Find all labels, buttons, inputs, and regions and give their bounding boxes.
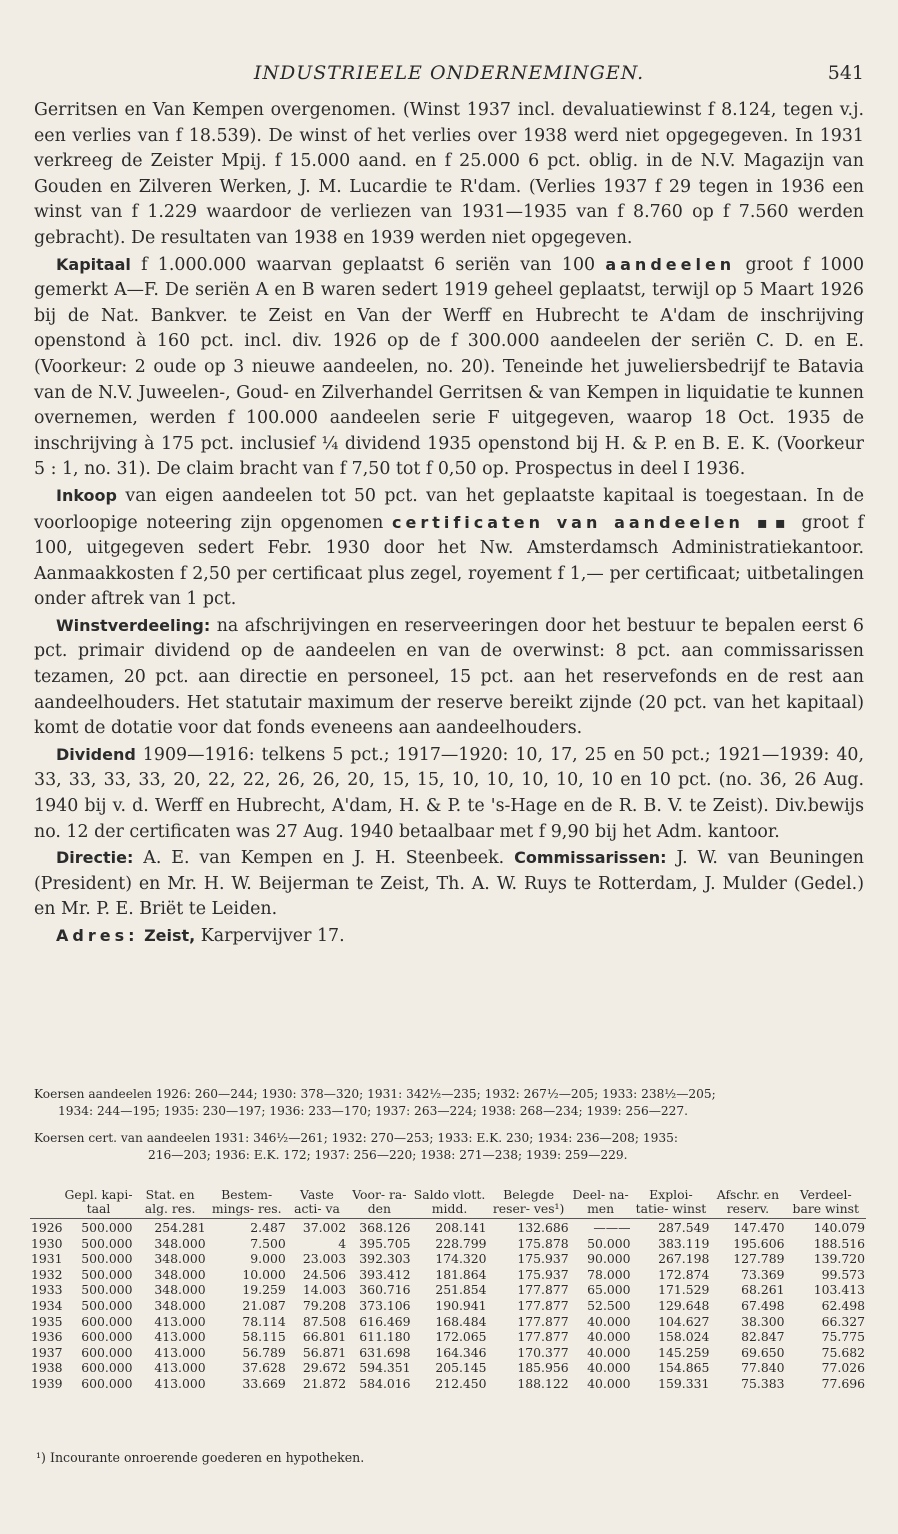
table-cell: 103.413 xyxy=(813,1282,865,1298)
winst-text: na afschrijvingen en reserveeringen door het bestuur te bepalen eerst 6 pct. primair dividend op de aandeelen en van de overwinst: 8 pct. aan commissarissen tezamen, 20 pct. aan directie en personeel, 15 pct. aan het reservefonds en de rest aan aandeelhouders. Het statutair maximum der reserve bereikt zijnde (20 pct. van het kapitaal) komt de dotatie voor dat fonds eveneens aan aandeelhouders. xyxy=(34,615,864,739)
table-cell: 348.000 xyxy=(154,1266,206,1282)
table-cell: 500.000 xyxy=(81,1297,133,1313)
table-row xyxy=(30,1360,866,1376)
table-cell: 392.303 xyxy=(359,1251,411,1267)
table-cell: 56.789 xyxy=(242,1344,286,1360)
body-text xyxy=(34,98,864,950)
table-cell: 159.331 xyxy=(658,1375,710,1391)
table-cell: 594.351 xyxy=(359,1360,411,1376)
table-cell: 584.016 xyxy=(359,1375,411,1391)
table-header-cell: Afschr. en reserv. xyxy=(716,1187,780,1216)
dividend-text: 1909—1916: telkens 5 pct.; 1917—1920: 10, 17, 25 en 50 pct.; 1921—1939: 40, 33, 33, 33, 33, 20, 22, 22, 26, 26, 20, 15, 15, 10, 10, 10, 10, 10 en 10 pct. (no. 36, 26 Aug. 1940 bij v. d. Werff en Hubrecht, A'dam, H. & P. te 's-Hage en de R. B. V. te Zeist). Div.bewijs no. 12 der certificaten was 27 Aug. 1940 betaalbaar met f 9,90 bij het Adm. kantoor. xyxy=(34,744,864,842)
table-cell: 77.840 xyxy=(741,1360,785,1376)
table-cell: 21.087 xyxy=(242,1297,286,1313)
table-body xyxy=(30,1219,866,1392)
table-cell: 251.854 xyxy=(435,1282,487,1298)
table-cell: 170.377 xyxy=(517,1344,569,1360)
table-cell: 611.180 xyxy=(359,1329,411,1345)
table-cell: 228.799 xyxy=(435,1235,487,1251)
table-cell: 29.672 xyxy=(302,1360,347,1376)
table-cell: 616.469 xyxy=(359,1313,411,1329)
table-cell: 413.000 xyxy=(154,1360,206,1376)
table-cell: 37.628 xyxy=(242,1360,286,1376)
table-header-cell: Belegde reser- ves¹) xyxy=(492,1187,565,1216)
table-cell: 66.801 xyxy=(302,1329,347,1345)
table-cell: 177.877 xyxy=(517,1297,569,1313)
inkoop-spaced: certificaten van aandeelen ▪▪ xyxy=(391,512,793,532)
table-cell: 413.000 xyxy=(154,1313,206,1329)
paragraph-kapitaal xyxy=(34,252,864,483)
adres-label: Adres: xyxy=(56,926,139,945)
table-cell: 267.198 xyxy=(658,1251,710,1267)
table-cell: 500.000 xyxy=(81,1235,133,1251)
table-row xyxy=(30,1219,866,1236)
table-cell: 373.106 xyxy=(359,1297,411,1313)
table-cell: 360.716 xyxy=(359,1282,411,1298)
kapitaal-spaced: aandeelen xyxy=(605,254,736,274)
table-cell: 90.000 xyxy=(587,1251,631,1267)
table-header-cell: Voor- ra- den xyxy=(352,1187,407,1216)
table-cell: 175.937 xyxy=(517,1251,569,1267)
table-cell: 78.000 xyxy=(587,1266,631,1282)
table-cell: 52.500 xyxy=(587,1297,631,1313)
table-cell: 68.261 xyxy=(741,1282,785,1298)
table-cell-year: 1936 xyxy=(31,1329,63,1345)
table-cell: 383.119 xyxy=(658,1235,710,1251)
table-cell-year: 1931 xyxy=(31,1251,63,1267)
table-cell: 177.877 xyxy=(517,1282,569,1298)
table-cell: ——— xyxy=(570,1219,632,1236)
table-cell: 14.003 xyxy=(302,1282,347,1298)
table-cell: 99.573 xyxy=(821,1266,865,1282)
kapitaal-text-b: groot f 1000 gemerkt A—F. De seriën A en B waren sedert 1919 geheel geplaatst, terwijl op 5 Maart 1926 bij de Nat. Bankver. te Zeist en Van der Werff en Hubrecht te A'dam de inschrijving openstond à 160 pct. incl. div. 1926 op de f 300.000 aandeelen der seriën C. D. en E. (Voorkeur: 2 oude op 3 nieuwe aandeelen, no. 20). Teneinde het juweliersbedrijf te Batavia van de N.V. Juweelen-, Goud- en Zilverhandel Gerritsen & van Kempen in liquidatie te kunnen overnemen, werden f 100.000 aandeelen serie F uitgegeven, waarop 18 Oct. 1935 de inschrijving à 175 pct. inclusief ¼ dividend 1935 openstond bij H. & P. en B. E. K. (Voorkeur 5 : 1, no. 31). De claim bracht van f 7,50 tot f 0,50 op. Prospectus in deel I 1936. xyxy=(34,254,865,480)
table-cell: 500.000 xyxy=(81,1251,133,1267)
table-cell: 2.487 xyxy=(207,1219,287,1236)
table-header-cell: Verdeel- bare winst xyxy=(792,1187,859,1216)
table-header-cell: Gepl. kapi- taal xyxy=(64,1187,133,1216)
table-cell: 175.937 xyxy=(517,1266,569,1282)
table-cell: 73.369 xyxy=(741,1266,785,1282)
table-header-year xyxy=(30,1188,64,1219)
table-cell: 171.529 xyxy=(658,1282,710,1298)
table-cell: 188.122 xyxy=(517,1375,569,1391)
table-cell-year: 1932 xyxy=(31,1266,63,1282)
table-row xyxy=(30,1329,866,1345)
table-row xyxy=(30,1376,866,1392)
koersen-cert-line-2: 216—203; 1936: E.K. 172; 1937: 256—220; 1938: 271—238; 1939: 259—229. xyxy=(148,1148,628,1162)
table-cell-year: 1937 xyxy=(31,1344,63,1360)
koersen-cert-line-1: Koersen cert. van aandeelen 1931: 346½—261; 1932: 270—253; 1933: E.K. 230; 1934: 236—208; 1935: xyxy=(34,1131,679,1145)
table-header-cell: Stat. en alg. res. xyxy=(144,1187,196,1216)
table-cell: 393.412 xyxy=(359,1266,411,1282)
table-cell: 4 xyxy=(338,1235,347,1251)
table-cell: 66.327 xyxy=(821,1313,865,1329)
inkoop-text-a: van eigen aandeelen tot 50 pct. van het geplaatste kapitaal is toegestaan. In de voorloopige noteering zijn opgenomen xyxy=(34,485,864,533)
directie-label: Directie: xyxy=(56,848,134,868)
table-cell: 500.000 xyxy=(81,1266,133,1282)
table-cell: 78.114 xyxy=(242,1313,286,1329)
table-header-cell: Bestem- mings- res. xyxy=(211,1187,282,1216)
table-cell: 185.956 xyxy=(517,1360,569,1376)
table-cell: 147.470 xyxy=(710,1219,785,1236)
commissarissen-label: Commissarissen: xyxy=(514,848,667,868)
table-cell: 19.259 xyxy=(242,1282,286,1298)
paragraph-dividend xyxy=(34,742,864,845)
commissarissen-text: J. W. van Beuningen (President) en Mr. H. W. Beijerman te Zeist, Th. A. W. Ruys te Rotterdam, J. Mulder (Gedel.) en Mr. P. E. Briët te Leiden. xyxy=(34,848,864,920)
table-cell: 348.000 xyxy=(154,1235,206,1251)
table-cell: 154.865 xyxy=(658,1360,710,1376)
paragraph-winstverdeeling xyxy=(34,613,864,742)
koersen-aandeelen-line-1: Koersen aandeelen 1926: 260—244; 1930: 378—320; 1931: 342½—235; 1932: 267½—205; 1933: 238½—205; xyxy=(34,1087,716,1101)
table-cell: 33.669 xyxy=(242,1375,286,1391)
adres-city: Zeist, xyxy=(138,926,196,945)
koersen-aandeelen-line-2: 1934: 244—195; 1935: 230—197; 1936: 233—170; 1937: 263—224; 1938: 268—234; 1939: 256—227. xyxy=(58,1104,689,1118)
table-cell: 158.024 xyxy=(658,1329,710,1345)
table-cell-year: 1934 xyxy=(31,1297,63,1313)
table-cell: 413.000 xyxy=(154,1344,206,1360)
table-cell: 10.000 xyxy=(242,1266,286,1282)
table-cell-year: 1933 xyxy=(31,1282,63,1298)
table-cell: 172.065 xyxy=(435,1329,487,1345)
table-cell: 77.696 xyxy=(821,1375,865,1391)
table-cell: 413.000 xyxy=(154,1375,206,1391)
adres-text: Karpervijver 17. xyxy=(195,926,345,946)
table-cell: 38.300 xyxy=(741,1313,785,1329)
table-cell: 139.720 xyxy=(813,1251,865,1267)
table-cell: 600.000 xyxy=(81,1360,133,1376)
table-cell: 40.000 xyxy=(587,1313,631,1329)
paragraph-adres xyxy=(34,923,864,950)
table-cell: 413.000 xyxy=(154,1329,206,1345)
table-cell: 75.383 xyxy=(741,1375,785,1391)
table-row xyxy=(30,1345,866,1361)
table-cell-year: 1926 xyxy=(31,1220,63,1235)
table-cell: 208.141 xyxy=(412,1219,488,1236)
inkoop-label: Inkoop xyxy=(56,485,117,505)
table-cell: 129.648 xyxy=(658,1297,710,1313)
table-cell-year: 1935 xyxy=(31,1313,63,1329)
table-cell: 175.878 xyxy=(517,1235,569,1251)
table-cell: 23.003 xyxy=(302,1251,347,1267)
table-cell: 631.698 xyxy=(359,1344,411,1360)
table-cell: 145.259 xyxy=(658,1344,710,1360)
winst-label: Winstverdeeling: xyxy=(56,615,211,635)
koersen-aandeelen xyxy=(34,1086,864,1120)
table-cell: 254.281 xyxy=(134,1219,207,1236)
table-cell: 500.000 xyxy=(64,1219,134,1236)
running-header xyxy=(34,62,864,88)
dividend-label: Dividend xyxy=(56,744,136,764)
table-cell: 205.145 xyxy=(435,1360,487,1376)
page-title: INDUSTRIEELE ONDERNEMINGEN. xyxy=(253,62,645,84)
table-cell: 395.705 xyxy=(359,1235,411,1251)
table-cell: 24.506 xyxy=(302,1266,347,1282)
table-cell: 348.000 xyxy=(154,1282,206,1298)
table-cell: 62.498 xyxy=(821,1297,865,1313)
table-cell: 600.000 xyxy=(81,1344,133,1360)
table-row xyxy=(30,1298,866,1314)
table-cell-year: 1930 xyxy=(31,1235,63,1251)
table-cell: 87.508 xyxy=(302,1313,347,1329)
table-cell: 195.606 xyxy=(733,1235,785,1251)
table-cell: 181.864 xyxy=(435,1266,487,1282)
table-cell: 40.000 xyxy=(587,1375,631,1391)
page-number: 541 xyxy=(827,62,864,84)
table-cell: 40.000 xyxy=(587,1344,631,1360)
table-cell: 58.115 xyxy=(242,1329,286,1345)
table-cell-year: 1938 xyxy=(31,1360,63,1376)
table-cell: 21.872 xyxy=(302,1375,347,1391)
table-row xyxy=(30,1236,866,1252)
table-header-cell: Exploi- tatie- winst xyxy=(635,1187,707,1216)
table-cell: 127.789 xyxy=(733,1251,785,1267)
table-cell: 190.941 xyxy=(435,1297,487,1313)
table-cell: 75.682 xyxy=(821,1344,865,1360)
table-cell: 348.000 xyxy=(154,1297,206,1313)
table-cell: 104.627 xyxy=(658,1313,710,1329)
table-cell: 7.500 xyxy=(250,1235,286,1251)
table-header-cell: Deel- na- men xyxy=(572,1187,629,1216)
table-cell: 500.000 xyxy=(81,1282,133,1298)
koersen-certificaten xyxy=(34,1130,864,1164)
table-cell: 75.775 xyxy=(821,1329,865,1345)
table-cell: 40.000 xyxy=(587,1360,631,1376)
kapitaal-text-a: f 1.000.000 waarvan geplaatst 6 seriën van 100 xyxy=(130,254,606,275)
table-cell: 174.320 xyxy=(435,1251,487,1267)
paragraph-directie xyxy=(34,845,864,923)
table-cell: 69.650 xyxy=(741,1344,785,1360)
table-cell: 600.000 xyxy=(81,1313,133,1329)
table-cell: 77.026 xyxy=(821,1360,865,1376)
table-cell: 177.877 xyxy=(517,1329,569,1345)
table-row xyxy=(30,1282,866,1298)
table-cell: 348.000 xyxy=(154,1251,206,1267)
table-cell: 9.000 xyxy=(250,1251,286,1267)
table-cell: 172.874 xyxy=(658,1266,710,1282)
table-cell: 177.877 xyxy=(517,1313,569,1329)
table-cell: 168.484 xyxy=(435,1313,487,1329)
paragraph-results: Gerritsen en Van Kempen overgenomen. (Winst 1937 incl. devaluatiewinst f 8.124, tegen v.j. een verlies van f 18.539). De winst of het verlies over 1938 werd niet opgegegeven. In 1931 verkreeg de Zeister Mpij. f 15.000 aand. en f 25.000 6 pct. oblig. in de N.V. Magazijn van Gouden en Zilveren Werken, J. M. Lucardie te R'dam. (Verlies 1937 f 29 tegen in 1936 een winst van f 1.229 waardoor de verliezen van 1931—1935 van f 8.760 op f 7.560 werden gebracht). De resultaten van 1938 en 1939 werden niet opgegeven. xyxy=(34,100,864,248)
table-header-cell: Saldo vlott. midd. xyxy=(413,1187,486,1216)
table-cell: 82.847 xyxy=(741,1329,785,1345)
table-header-row xyxy=(30,1188,866,1219)
financial-table xyxy=(30,1188,866,1392)
table-cell: 287.549 xyxy=(632,1219,711,1236)
table-cell: 132.686 xyxy=(488,1219,570,1236)
table-cell: 79.208 xyxy=(302,1297,347,1313)
table-cell: 67.498 xyxy=(741,1297,785,1313)
table-cell-year: 1939 xyxy=(31,1375,63,1391)
directie-text: A. E. van Kempen en J. H. Steenbeek. xyxy=(133,848,515,869)
kapitaal-label: Kapitaal xyxy=(56,254,131,274)
footnote: ¹) Incourante onroerende goederen en hypotheken. xyxy=(36,1450,365,1465)
table-cell: 600.000 xyxy=(81,1329,133,1345)
table-header-cell: Vaste acti- va xyxy=(294,1187,340,1216)
table-cell: 37.002 xyxy=(287,1219,347,1236)
table-cell: 600.000 xyxy=(81,1375,133,1391)
table-row xyxy=(30,1314,866,1330)
table-cell: 212.450 xyxy=(435,1375,487,1391)
table-cell: 188.516 xyxy=(813,1235,865,1251)
table-row xyxy=(30,1267,866,1283)
table-cell: 65.000 xyxy=(587,1282,631,1298)
table-cell: 368.126 xyxy=(347,1219,411,1236)
table-cell: 50.000 xyxy=(587,1235,631,1251)
paragraph-inkoop xyxy=(34,483,864,613)
table-row xyxy=(30,1251,866,1267)
table-cell: 40.000 xyxy=(587,1329,631,1345)
table-cell: 140.079 xyxy=(785,1219,866,1236)
inkoop-text-b: groot f 100, uitgegeven sedert Febr. 1930 door het Nw. Amsterdamsch Administratiekantoor. Aanmaakkosten f 2,50 per certificaat plus zegel, royement f 1,— per certificaat; uitbetalingen onder aftrek van 1 pct. xyxy=(34,512,864,610)
table-cell: 164.346 xyxy=(435,1344,487,1360)
table-cell: 56.871 xyxy=(302,1344,347,1360)
